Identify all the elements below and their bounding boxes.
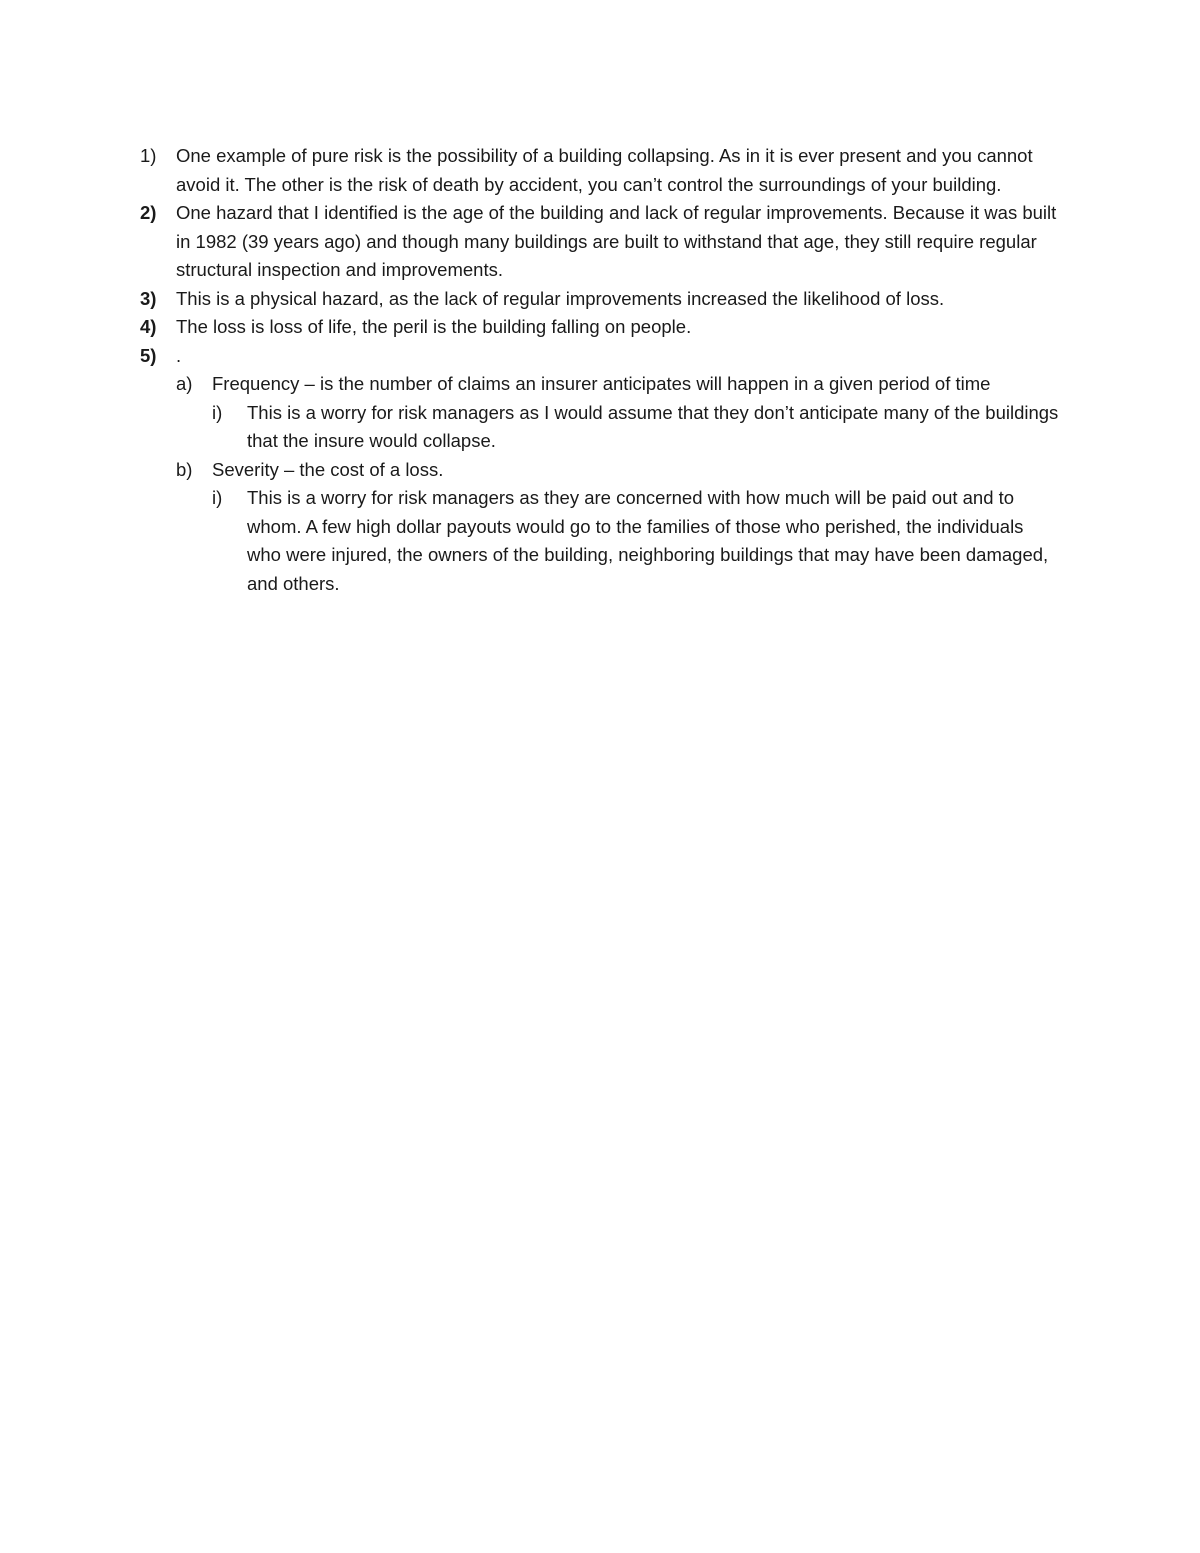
sub-sub-item-text: This is a worry for risk managers as I would assume that they don’t anticipate many of the buildings that the insure would collapse.	[247, 401, 1059, 451]
sub-item-a	[176, 370, 1060, 399]
sub-item-text: Severity – the cost of a loss.	[212, 458, 444, 480]
list-number: 5)	[140, 344, 157, 366]
list-item-3	[140, 285, 1060, 314]
sub-sub-item-roman: i)	[212, 487, 223, 508]
list-number: 2)	[140, 202, 157, 223]
list-item-text: The loss is loss of life, the peril is the building falling on people.	[176, 316, 692, 337]
list-item-2	[140, 199, 1060, 285]
sub-sub-item-a-i	[212, 399, 1060, 456]
sub-item-letter: a)	[176, 373, 193, 394]
list-item-text: This is a physical hazard, as the lack of regular improvements increased the likelihood of loss.	[176, 287, 945, 309]
list-item-1	[140, 142, 1060, 199]
list-number: 3)	[140, 287, 157, 309]
sub-sub-item-b-i	[212, 484, 1060, 598]
sub-item-b	[176, 456, 1060, 485]
list-item-text: One example of pure risk is the possibility of a building collapsing. As in it is ever present and you cannot avoid it. The other is the risk of death by accident, you can’t control the surroundings of your building.	[176, 145, 1033, 195]
sub-item-letter: b)	[176, 458, 193, 480]
list-number: 1)	[140, 145, 157, 166]
sub-sub-item-roman: i)	[212, 401, 223, 423]
list-item-text: .	[176, 344, 182, 366]
sub-item-text: Frequency – is the number of claims an insurer anticipates will happen in a given period of time	[212, 373, 991, 394]
list-item-5	[140, 342, 1060, 371]
list-item-4	[140, 313, 1060, 342]
sub-sub-item-text: This is a worry for risk managers as they are concerned with how much will be paid out and to whom. A few high dollar payouts would go to the families of those who perished, the individuals who were injured, the owners of the building, neighboring buildings that may have been damaged, and others.	[247, 487, 1049, 594]
numbered-list	[140, 142, 1060, 598]
list-number: 4)	[140, 316, 157, 337]
list-item-text: One hazard that I identified is the age of the building and lack of regular improvements. Because it was built in 1982 (39 years ago) and though many buildings are built to withstand that age, they still require regular structural inspection and improvements.	[176, 202, 1057, 280]
